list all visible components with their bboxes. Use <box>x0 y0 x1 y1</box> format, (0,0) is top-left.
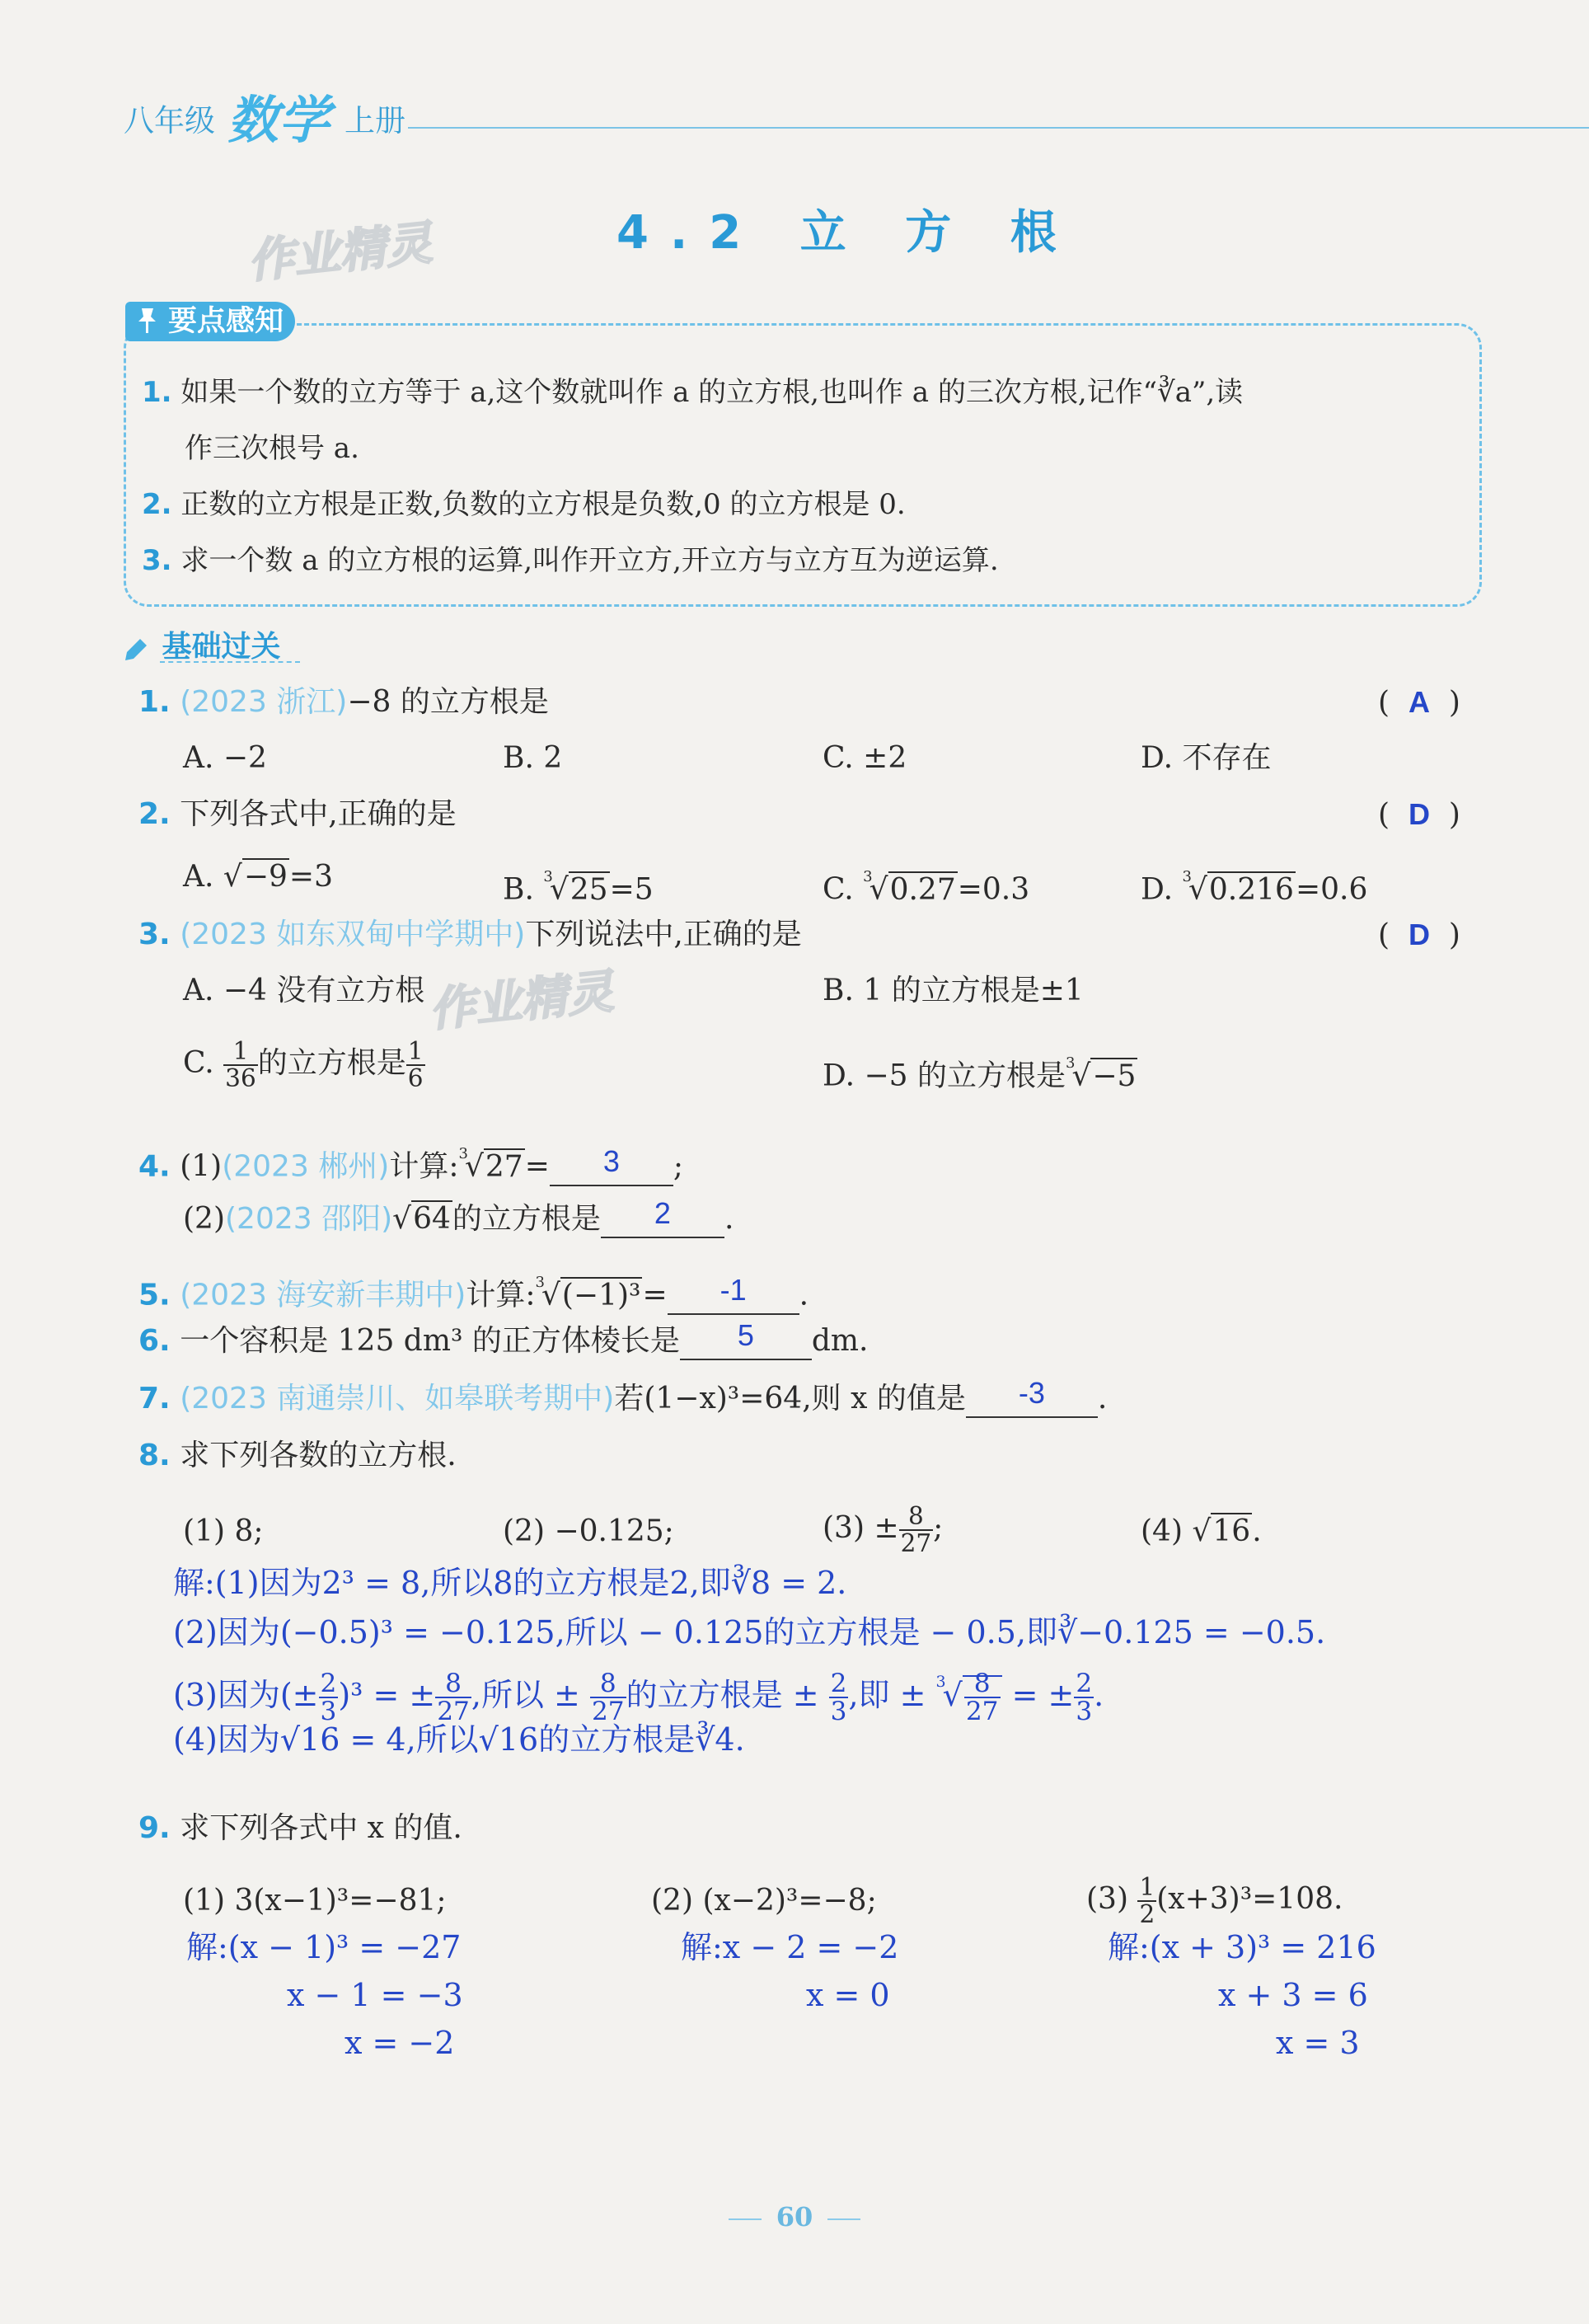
q9-part-1: (1) 3(x−1)³=−81; <box>183 1884 447 1918</box>
q3-option-d: D. −5 的立方根是$^3$√−5 <box>823 1054 1137 1093</box>
q9-solution-3-line-3: x = 3 <box>1276 2025 1360 2061</box>
key-point-1: 1. 如果一个数的立方等于 a,这个数就叫作 a 的立方根,也叫作 a 的三次方根,记作“∛a”,读 <box>142 376 1244 409</box>
question-7: 7. (2023 南通崇川、如皋联考期中)若(1−x)³=64,则 x 的值是 -3 . <box>138 1380 1107 1418</box>
q1-option-a: A. −2 <box>183 741 267 775</box>
q1-answer: ( A ) <box>1378 685 1460 720</box>
pushpin-icon <box>134 307 160 335</box>
q3-option-a: A. −4 没有立方根 <box>183 974 425 1007</box>
key-point-1-cont: 作三次根号 a. <box>185 432 359 465</box>
q2-answer: ( D ) <box>1378 797 1460 832</box>
q2-option-c: C. $^3$√0.27=0.3 <box>823 868 1030 907</box>
question-3: 3. (2023 如东双甸中学期中)下列说法中,正确的是 <box>138 918 802 951</box>
q8-solution-2: (2)因为(−0.5)³ = −0.125,所以 − 0.125的立方根是 − 0.5,即∛−0.125 = −0.5. <box>173 1614 1326 1650</box>
q8-part-3: (3) ± $\frac{8}{27}$ ; <box>823 1502 944 1557</box>
q8-part-4: (4) √16. <box>1141 1514 1262 1548</box>
key-points-tag <box>125 302 295 341</box>
grade-label: 八年级 <box>124 103 215 139</box>
subject-label: 数学 <box>227 90 330 150</box>
q3-option-c: C. $\frac{1}{36}$ 的立方根是 $\frac{1}{6}$ <box>183 1037 424 1092</box>
q9-solution-1-line-1: 解:(x − 1)³ = −27 <box>186 1929 462 1965</box>
section-underline <box>160 661 300 663</box>
q9-solution-2-line-1: 解:x − 2 = −2 <box>681 1929 899 1965</box>
header-rule <box>408 127 1589 129</box>
watermark: 作业精灵 <box>245 216 435 289</box>
question-5: 5. (2023 海安新丰期中)计算:$^3$√(−1)³= -1 . <box>138 1265 809 1315</box>
question-4-part-2: (2)(2023 邵阳)√64的立方根是 2 . <box>183 1200 734 1238</box>
q9-solution-3-line-2: x + 3 = 6 <box>1218 1977 1368 2013</box>
q9-solution-2-line-2: x = 0 <box>806 1977 890 2013</box>
question-9: 9. 求下列各式中 x 的值. <box>138 1811 462 1845</box>
q9-solution-1-line-2: x − 1 = −3 <box>287 1977 463 2013</box>
key-point-3: 3. 求一个数 a 的立方根的运算,叫作开立方,开立方与立方互为逆运算. <box>142 544 999 577</box>
q2-option-a: A. √−9=3 <box>183 860 333 894</box>
book-label: 上册 <box>345 103 405 139</box>
key-points-label: 要点感知 <box>168 305 284 338</box>
watermark: 作业精灵 <box>426 965 616 1038</box>
page-number: 60 <box>0 2201 1589 2232</box>
page-header <box>124 73 1484 150</box>
q3-option-b: B. 1 的立方根是±1 <box>823 974 1084 1007</box>
question-2: 2. 下列各式中,正确的是 <box>138 797 457 831</box>
lesson-title: 4.2 立 方 根 <box>616 206 1078 260</box>
section-tag <box>124 623 281 665</box>
q3-answer: ( D ) <box>1378 918 1460 952</box>
pencil-icon <box>124 634 152 662</box>
question-8: 8. 求下列各数的立方根. <box>138 1439 457 1472</box>
q1-option-d: D. 不存在 <box>1141 741 1272 775</box>
q1-option-c: C. ±2 <box>823 741 907 775</box>
q8-solution-3: (3)因为(± $\frac{2}{3}$ )³ = ± $\frac{8}{27}$ ,所以 ± $\frac{8}{27}$ 的立方根是 ± $\frac{2}{3}$ ,即 ± $^3$√ $\frac{8}{27}$ = ± $\frac{2}{3}$ . <box>173 1668 1104 1727</box>
key-point-2: 2. 正数的立方根是正数,负数的立方根是负数,0 的立方根是 0. <box>142 488 906 521</box>
section-label: 基础过关 <box>162 630 281 664</box>
q8-part-1: (1) 8; <box>183 1514 264 1548</box>
q1-option-b: B. 2 <box>503 741 563 775</box>
question-1: 1. (2023 浙江)−8 的立方根是 <box>138 685 549 719</box>
q9-solution-1-line-3: x = −2 <box>345 2025 455 2061</box>
q2-option-b: B. $^3$√25=5 <box>503 868 654 907</box>
question-6: 6. 一个容积是 125 dm³ 的正方体棱长是 5 dm. <box>138 1322 868 1360</box>
q2-option-d: D. $^3$√0.216=0.6 <box>1141 868 1368 907</box>
q9-solution-3-line-1: 解:(x + 3)³ = 216 <box>1108 1929 1376 1965</box>
question-4-part-1: 4. (1)(2023 郴州)计算:$^3$√27= 3 ; <box>138 1136 683 1186</box>
q9-part-2: (2) (x−2)³=−8; <box>651 1884 877 1918</box>
q9-part-3: (3) $\frac{1}{2}$ (x+3)³=108. <box>1086 1873 1343 1928</box>
q8-solution-4: (4)因为√16 = 4,所以√16的立方根是∛4. <box>173 1721 745 1758</box>
q8-part-2: (2) −0.125; <box>503 1514 674 1548</box>
q8-solution-1: 解:(1)因为2³ = 8,所以8的立方根是2,即∛8 = 2. <box>173 1565 847 1601</box>
